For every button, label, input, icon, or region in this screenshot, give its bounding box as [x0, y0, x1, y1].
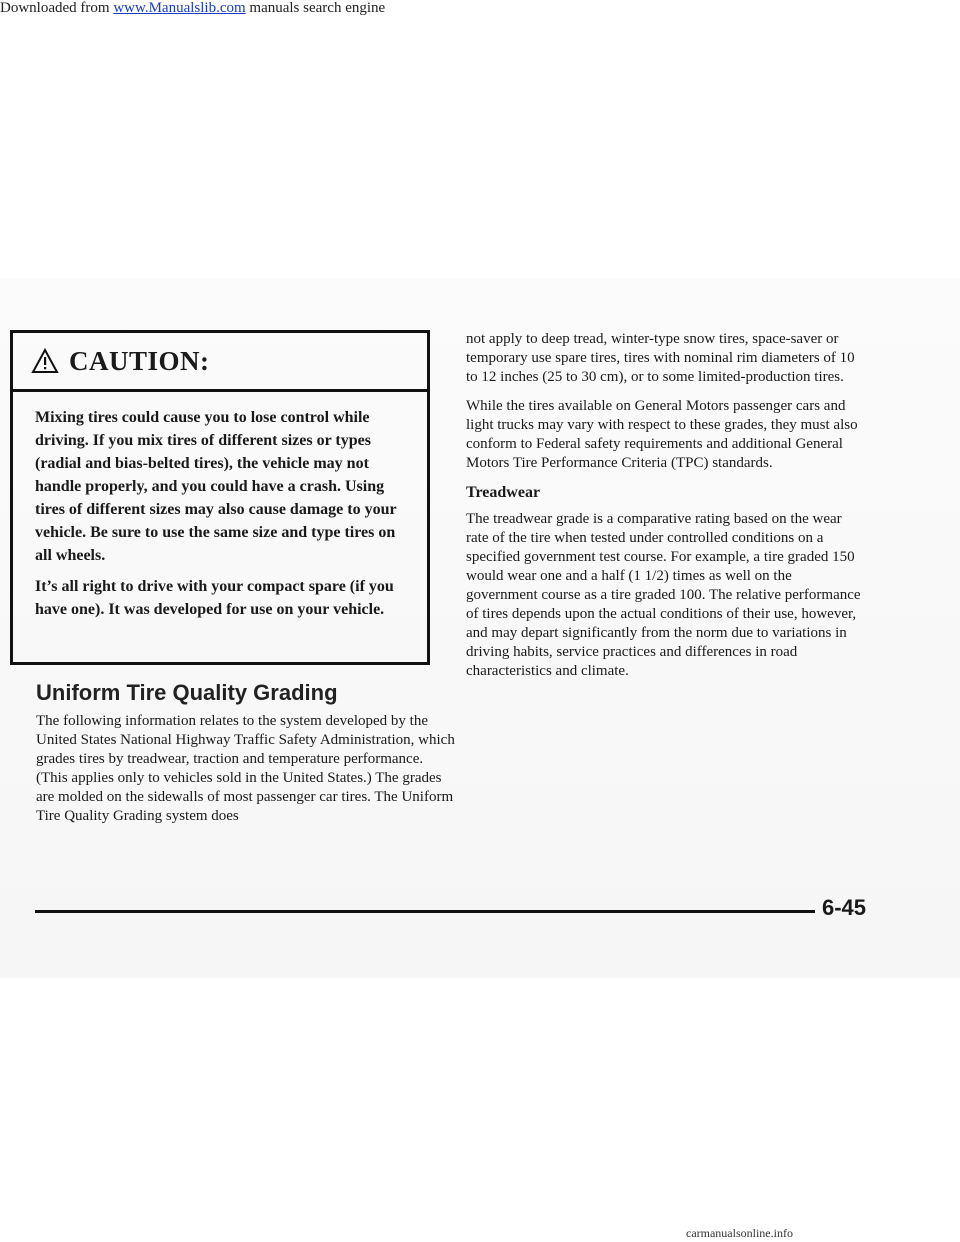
section-intro-paragraph: The following information relates to the system developed by the United States National Highway Traffic Safety Administration, which grades tires by treadwear, traction and temperature performance. (This applies only to vehicles sold in the United States.) The grades are molded on the sidewalls of most passenger car tires. The Uniform Tire Quality Grading system does [36, 713, 455, 824]
caution-body [13, 392, 427, 621]
download-banner [0, 0, 385, 17]
right-paragraph-2: While the tires available on General Motors passenger cars and light trucks may vary with respect to these grades, they must also conform to Federal safety requirements and additional General Motors Tire Performance Criteria (TPC) standards. [466, 398, 858, 471]
caution-box [10, 330, 430, 665]
warning-triangle-icon [31, 348, 59, 374]
caution-title: CAUTION: [69, 345, 210, 376]
banner-prefix: Downloaded from [0, 0, 114, 16]
watermark: carmanualsonline.info [686, 1226, 793, 1240]
footer-rule [35, 910, 815, 913]
caution-paragraph-1: Mixing tires could cause you to lose control while driving. If you mix tires of different sizes or types (radial and bias-belted tires), the vehicle may not handle properly, and you could have a crash. Using tires of different sizes may also cause damage to your vehicle. Be sure to use the same size and type tires on all wheels. [35, 409, 397, 564]
section-title: Uniform Tire Quality Grading [36, 680, 338, 705]
manualslib-link[interactable]: www.Manualslib.com [113, 0, 246, 16]
right-paragraph-1: not apply to deep tread, winter-type snow tires, space-saver or temporary use spare tires, tires with nominal rim diameters of 10 to 12 inches (25 to 30 cm), or to some limited-production tires. [466, 331, 855, 385]
right-column [466, 330, 866, 691]
page-number: 6-45 [822, 895, 867, 920]
treadwear-paragraph: The treadwear grade is a comparative rating based on the wear rate of the tire when tested under controlled conditions on a specified government test course. For example, a tire graded 150 would wear one and a half (1 1/2) times as well on the government course as a tire graded 100. The relative performance of tires depends upon the actual conditions of their use, however, and may depart significantly from the norm due to variations in driving habits, service practices and differences in road characteristics and climate. [466, 511, 861, 679]
treadwear-heading: Treadwear [466, 484, 541, 501]
banner-suffix: manuals search engine [245, 0, 386, 16]
caution-header [13, 333, 427, 392]
caution-paragraph-2: It’s all right to drive with your compact spare (if you have one). It was developed for use on your vehicle. [35, 578, 394, 618]
